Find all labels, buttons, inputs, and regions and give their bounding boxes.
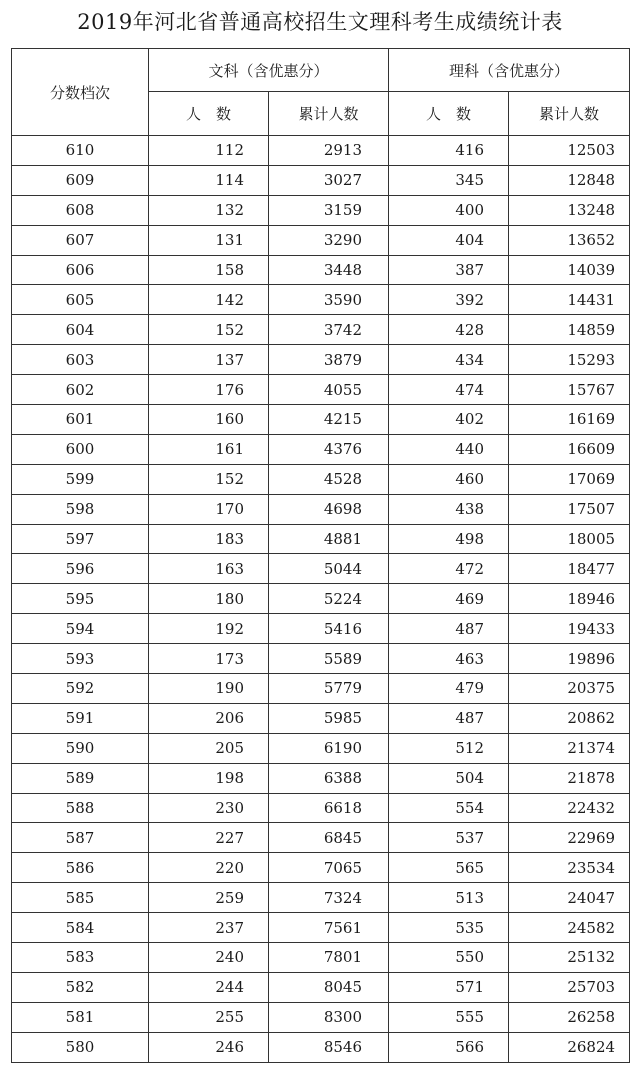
wenke-cumulative-cell: 5985 xyxy=(269,703,389,733)
wenke-count-cell: 173 xyxy=(149,644,269,674)
table-row xyxy=(12,225,630,255)
score-cell: 584 xyxy=(12,913,149,943)
like-count-cell: 550 xyxy=(389,943,509,973)
wenke-count-cell: 198 xyxy=(149,763,269,793)
wenke-cumulative-cell: 7324 xyxy=(269,883,389,913)
like-count-cell: 554 xyxy=(389,793,509,823)
table-row xyxy=(12,434,630,464)
table-row xyxy=(12,883,630,913)
score-header: 分数档次 xyxy=(12,49,149,136)
wenke-cumulative-cell: 5044 xyxy=(269,554,389,584)
like-cumulative-cell: 12503 xyxy=(509,136,630,166)
wenke-cumulative-header: 累计人数 xyxy=(269,92,389,136)
like-count-cell: 463 xyxy=(389,644,509,674)
wenke-count-cell: 152 xyxy=(149,315,269,345)
wenke-count-cell: 137 xyxy=(149,345,269,375)
like-count-cell: 474 xyxy=(389,375,509,405)
score-cell: 601 xyxy=(12,405,149,435)
wenke-cumulative-cell: 4376 xyxy=(269,434,389,464)
like-cumulative-cell: 16169 xyxy=(509,405,630,435)
like-cumulative-cell: 22969 xyxy=(509,823,630,853)
table-row xyxy=(12,165,630,195)
like-cumulative-cell: 24047 xyxy=(509,883,630,913)
wenke-count-cell: 161 xyxy=(149,434,269,464)
like-cumulative-cell: 23534 xyxy=(509,853,630,883)
score-cell: 585 xyxy=(12,883,149,913)
table-row xyxy=(12,405,630,435)
wenke-count-header: 人 数 xyxy=(149,92,269,136)
score-cell: 610 xyxy=(12,136,149,166)
like-cumulative-cell: 19433 xyxy=(509,614,630,644)
like-count-cell: 345 xyxy=(389,165,509,195)
table-row xyxy=(12,285,630,315)
score-cell: 597 xyxy=(12,524,149,554)
wenke-cumulative-cell: 8300 xyxy=(269,1002,389,1032)
like-cumulative-cell: 21878 xyxy=(509,763,630,793)
like-cumulative-cell: 14039 xyxy=(509,255,630,285)
like-cumulative-cell: 18005 xyxy=(509,524,630,554)
score-cell: 587 xyxy=(12,823,149,853)
wenke-cumulative-cell: 6190 xyxy=(269,733,389,763)
wenke-count-cell: 163 xyxy=(149,554,269,584)
score-cell: 591 xyxy=(12,703,149,733)
table-row xyxy=(12,823,630,853)
wenke-count-cell: 132 xyxy=(149,195,269,225)
table-body xyxy=(12,136,630,1063)
wenke-cumulative-cell: 7561 xyxy=(269,913,389,943)
like-count-cell: 402 xyxy=(389,405,509,435)
like-cumulative-cell: 18477 xyxy=(509,554,630,584)
score-cell: 593 xyxy=(12,644,149,674)
like-count-cell: 512 xyxy=(389,733,509,763)
score-cell: 604 xyxy=(12,315,149,345)
wenke-cumulative-cell: 4698 xyxy=(269,494,389,524)
like-count-cell: 571 xyxy=(389,972,509,1002)
like-cumulative-cell: 22432 xyxy=(509,793,630,823)
wenke-cumulative-cell: 4055 xyxy=(269,375,389,405)
table-row xyxy=(12,494,630,524)
table-row xyxy=(12,913,630,943)
like-cumulative-cell: 15293 xyxy=(509,345,630,375)
table-row xyxy=(12,136,630,166)
score-cell: 583 xyxy=(12,943,149,973)
wenke-count-cell: 255 xyxy=(149,1002,269,1032)
table-row xyxy=(12,464,630,494)
wenke-cumulative-cell: 6845 xyxy=(269,823,389,853)
like-count-cell: 565 xyxy=(389,853,509,883)
score-cell: 607 xyxy=(12,225,149,255)
wenke-cumulative-cell: 3290 xyxy=(269,225,389,255)
wenke-count-cell: 112 xyxy=(149,136,269,166)
like-header: 理科（含优惠分） xyxy=(389,49,630,92)
wenke-count-cell: 131 xyxy=(149,225,269,255)
score-cell: 603 xyxy=(12,345,149,375)
like-count-cell: 566 xyxy=(389,1032,509,1062)
like-count-header: 人 数 xyxy=(389,92,509,136)
score-cell: 609 xyxy=(12,165,149,195)
wenke-count-cell: 240 xyxy=(149,943,269,973)
score-cell: 588 xyxy=(12,793,149,823)
wenke-cumulative-cell: 7065 xyxy=(269,853,389,883)
like-cumulative-cell: 16609 xyxy=(509,434,630,464)
wenke-count-cell: 205 xyxy=(149,733,269,763)
like-cumulative-cell: 19896 xyxy=(509,644,630,674)
wenke-cumulative-cell: 6388 xyxy=(269,763,389,793)
like-cumulative-cell: 20375 xyxy=(509,674,630,704)
like-cumulative-cell: 15767 xyxy=(509,375,630,405)
score-cell: 581 xyxy=(12,1002,149,1032)
score-cell: 589 xyxy=(12,763,149,793)
table-row xyxy=(12,554,630,584)
score-cell: 592 xyxy=(12,674,149,704)
wenke-cumulative-cell: 2913 xyxy=(269,136,389,166)
like-count-cell: 513 xyxy=(389,883,509,913)
score-cell: 596 xyxy=(12,554,149,584)
like-cumulative-cell: 21374 xyxy=(509,733,630,763)
table-row xyxy=(12,315,630,345)
like-count-cell: 555 xyxy=(389,1002,509,1032)
table-row xyxy=(12,1032,630,1062)
wenke-count-cell: 114 xyxy=(149,165,269,195)
like-cumulative-cell: 18946 xyxy=(509,584,630,614)
like-count-cell: 498 xyxy=(389,524,509,554)
wenke-cumulative-cell: 3742 xyxy=(269,315,389,345)
table-row xyxy=(12,584,630,614)
wenke-cumulative-cell: 3590 xyxy=(269,285,389,315)
like-cumulative-cell: 13248 xyxy=(509,195,630,225)
like-count-cell: 400 xyxy=(389,195,509,225)
table-row xyxy=(12,614,630,644)
like-cumulative-cell: 17507 xyxy=(509,494,630,524)
wenke-cumulative-cell: 3027 xyxy=(269,165,389,195)
wenke-cumulative-cell: 5589 xyxy=(269,644,389,674)
like-cumulative-cell: 14859 xyxy=(509,315,630,345)
like-count-cell: 416 xyxy=(389,136,509,166)
wenke-count-cell: 183 xyxy=(149,524,269,554)
like-cumulative-cell: 13652 xyxy=(509,225,630,255)
wenke-header: 文科（含优惠分） xyxy=(149,49,389,92)
table-row xyxy=(12,972,630,1002)
like-count-cell: 392 xyxy=(389,285,509,315)
wenke-cumulative-cell: 4528 xyxy=(269,464,389,494)
like-count-cell: 504 xyxy=(389,763,509,793)
wenke-count-cell: 227 xyxy=(149,823,269,853)
like-count-cell: 434 xyxy=(389,345,509,375)
wenke-count-cell: 246 xyxy=(149,1032,269,1062)
table-row xyxy=(12,644,630,674)
table-row xyxy=(12,524,630,554)
score-cell: 580 xyxy=(12,1032,149,1062)
wenke-count-cell: 160 xyxy=(149,405,269,435)
like-cumulative-cell: 14431 xyxy=(509,285,630,315)
wenke-count-cell: 259 xyxy=(149,883,269,913)
wenke-count-cell: 142 xyxy=(149,285,269,315)
table-row xyxy=(12,255,630,285)
wenke-cumulative-cell: 4215 xyxy=(269,405,389,435)
like-count-cell: 472 xyxy=(389,554,509,584)
like-count-cell: 469 xyxy=(389,584,509,614)
wenke-cumulative-cell: 5224 xyxy=(269,584,389,614)
score-cell: 595 xyxy=(12,584,149,614)
wenke-count-cell: 152 xyxy=(149,464,269,494)
wenke-cumulative-cell: 8546 xyxy=(269,1032,389,1062)
score-cell: 605 xyxy=(12,285,149,315)
score-cell: 606 xyxy=(12,255,149,285)
wenke-cumulative-cell: 3159 xyxy=(269,195,389,225)
wenke-cumulative-cell: 3448 xyxy=(269,255,389,285)
score-cell: 598 xyxy=(12,494,149,524)
wenke-cumulative-cell: 8045 xyxy=(269,972,389,1002)
table-row xyxy=(12,763,630,793)
score-cell: 582 xyxy=(12,972,149,1002)
score-cell: 608 xyxy=(12,195,149,225)
like-cumulative-cell: 25132 xyxy=(509,943,630,973)
score-cell: 602 xyxy=(12,375,149,405)
like-count-cell: 428 xyxy=(389,315,509,345)
like-cumulative-cell: 25703 xyxy=(509,972,630,1002)
like-cumulative-cell: 17069 xyxy=(509,464,630,494)
wenke-count-cell: 170 xyxy=(149,494,269,524)
table-row xyxy=(12,1002,630,1032)
table-row xyxy=(12,703,630,733)
wenke-cumulative-cell: 3879 xyxy=(269,345,389,375)
wenke-count-cell: 244 xyxy=(149,972,269,1002)
wenke-count-cell: 192 xyxy=(149,614,269,644)
like-cumulative-cell: 20862 xyxy=(509,703,630,733)
table-row xyxy=(12,345,630,375)
table-row xyxy=(12,375,630,405)
table-row xyxy=(12,943,630,973)
table-row xyxy=(12,674,630,704)
like-count-cell: 460 xyxy=(389,464,509,494)
wenke-count-cell: 180 xyxy=(149,584,269,614)
like-count-cell: 438 xyxy=(389,494,509,524)
like-cumulative-cell: 26824 xyxy=(509,1032,630,1062)
score-table xyxy=(11,48,630,1063)
wenke-cumulative-cell: 7801 xyxy=(269,943,389,973)
wenke-count-cell: 230 xyxy=(149,793,269,823)
table-row xyxy=(12,195,630,225)
wenke-count-cell: 158 xyxy=(149,255,269,285)
score-cell: 590 xyxy=(12,733,149,763)
score-cell: 594 xyxy=(12,614,149,644)
score-cell: 600 xyxy=(12,434,149,464)
like-cumulative-cell: 12848 xyxy=(509,165,630,195)
score-cell: 586 xyxy=(12,853,149,883)
table-row xyxy=(12,733,630,763)
like-count-cell: 387 xyxy=(389,255,509,285)
wenke-count-cell: 190 xyxy=(149,674,269,704)
wenke-cumulative-cell: 6618 xyxy=(269,793,389,823)
like-count-cell: 479 xyxy=(389,674,509,704)
wenke-count-cell: 176 xyxy=(149,375,269,405)
like-count-cell: 537 xyxy=(389,823,509,853)
like-cumulative-header: 累计人数 xyxy=(509,92,630,136)
wenke-count-cell: 206 xyxy=(149,703,269,733)
like-count-cell: 535 xyxy=(389,913,509,943)
like-count-cell: 440 xyxy=(389,434,509,464)
like-count-cell: 487 xyxy=(389,614,509,644)
wenke-count-cell: 237 xyxy=(149,913,269,943)
wenke-count-cell: 220 xyxy=(149,853,269,883)
table-row xyxy=(12,793,630,823)
wenke-cumulative-cell: 5416 xyxy=(269,614,389,644)
like-count-cell: 404 xyxy=(389,225,509,255)
like-cumulative-cell: 26258 xyxy=(509,1002,630,1032)
like-count-cell: 487 xyxy=(389,703,509,733)
score-cell: 599 xyxy=(12,464,149,494)
page-title: 2019年河北省普通高校招生文理科考生成绩统计表 xyxy=(77,10,563,34)
wenke-cumulative-cell: 5779 xyxy=(269,674,389,704)
table-row xyxy=(12,853,630,883)
like-cumulative-cell: 24582 xyxy=(509,913,630,943)
wenke-cumulative-cell: 4881 xyxy=(269,524,389,554)
